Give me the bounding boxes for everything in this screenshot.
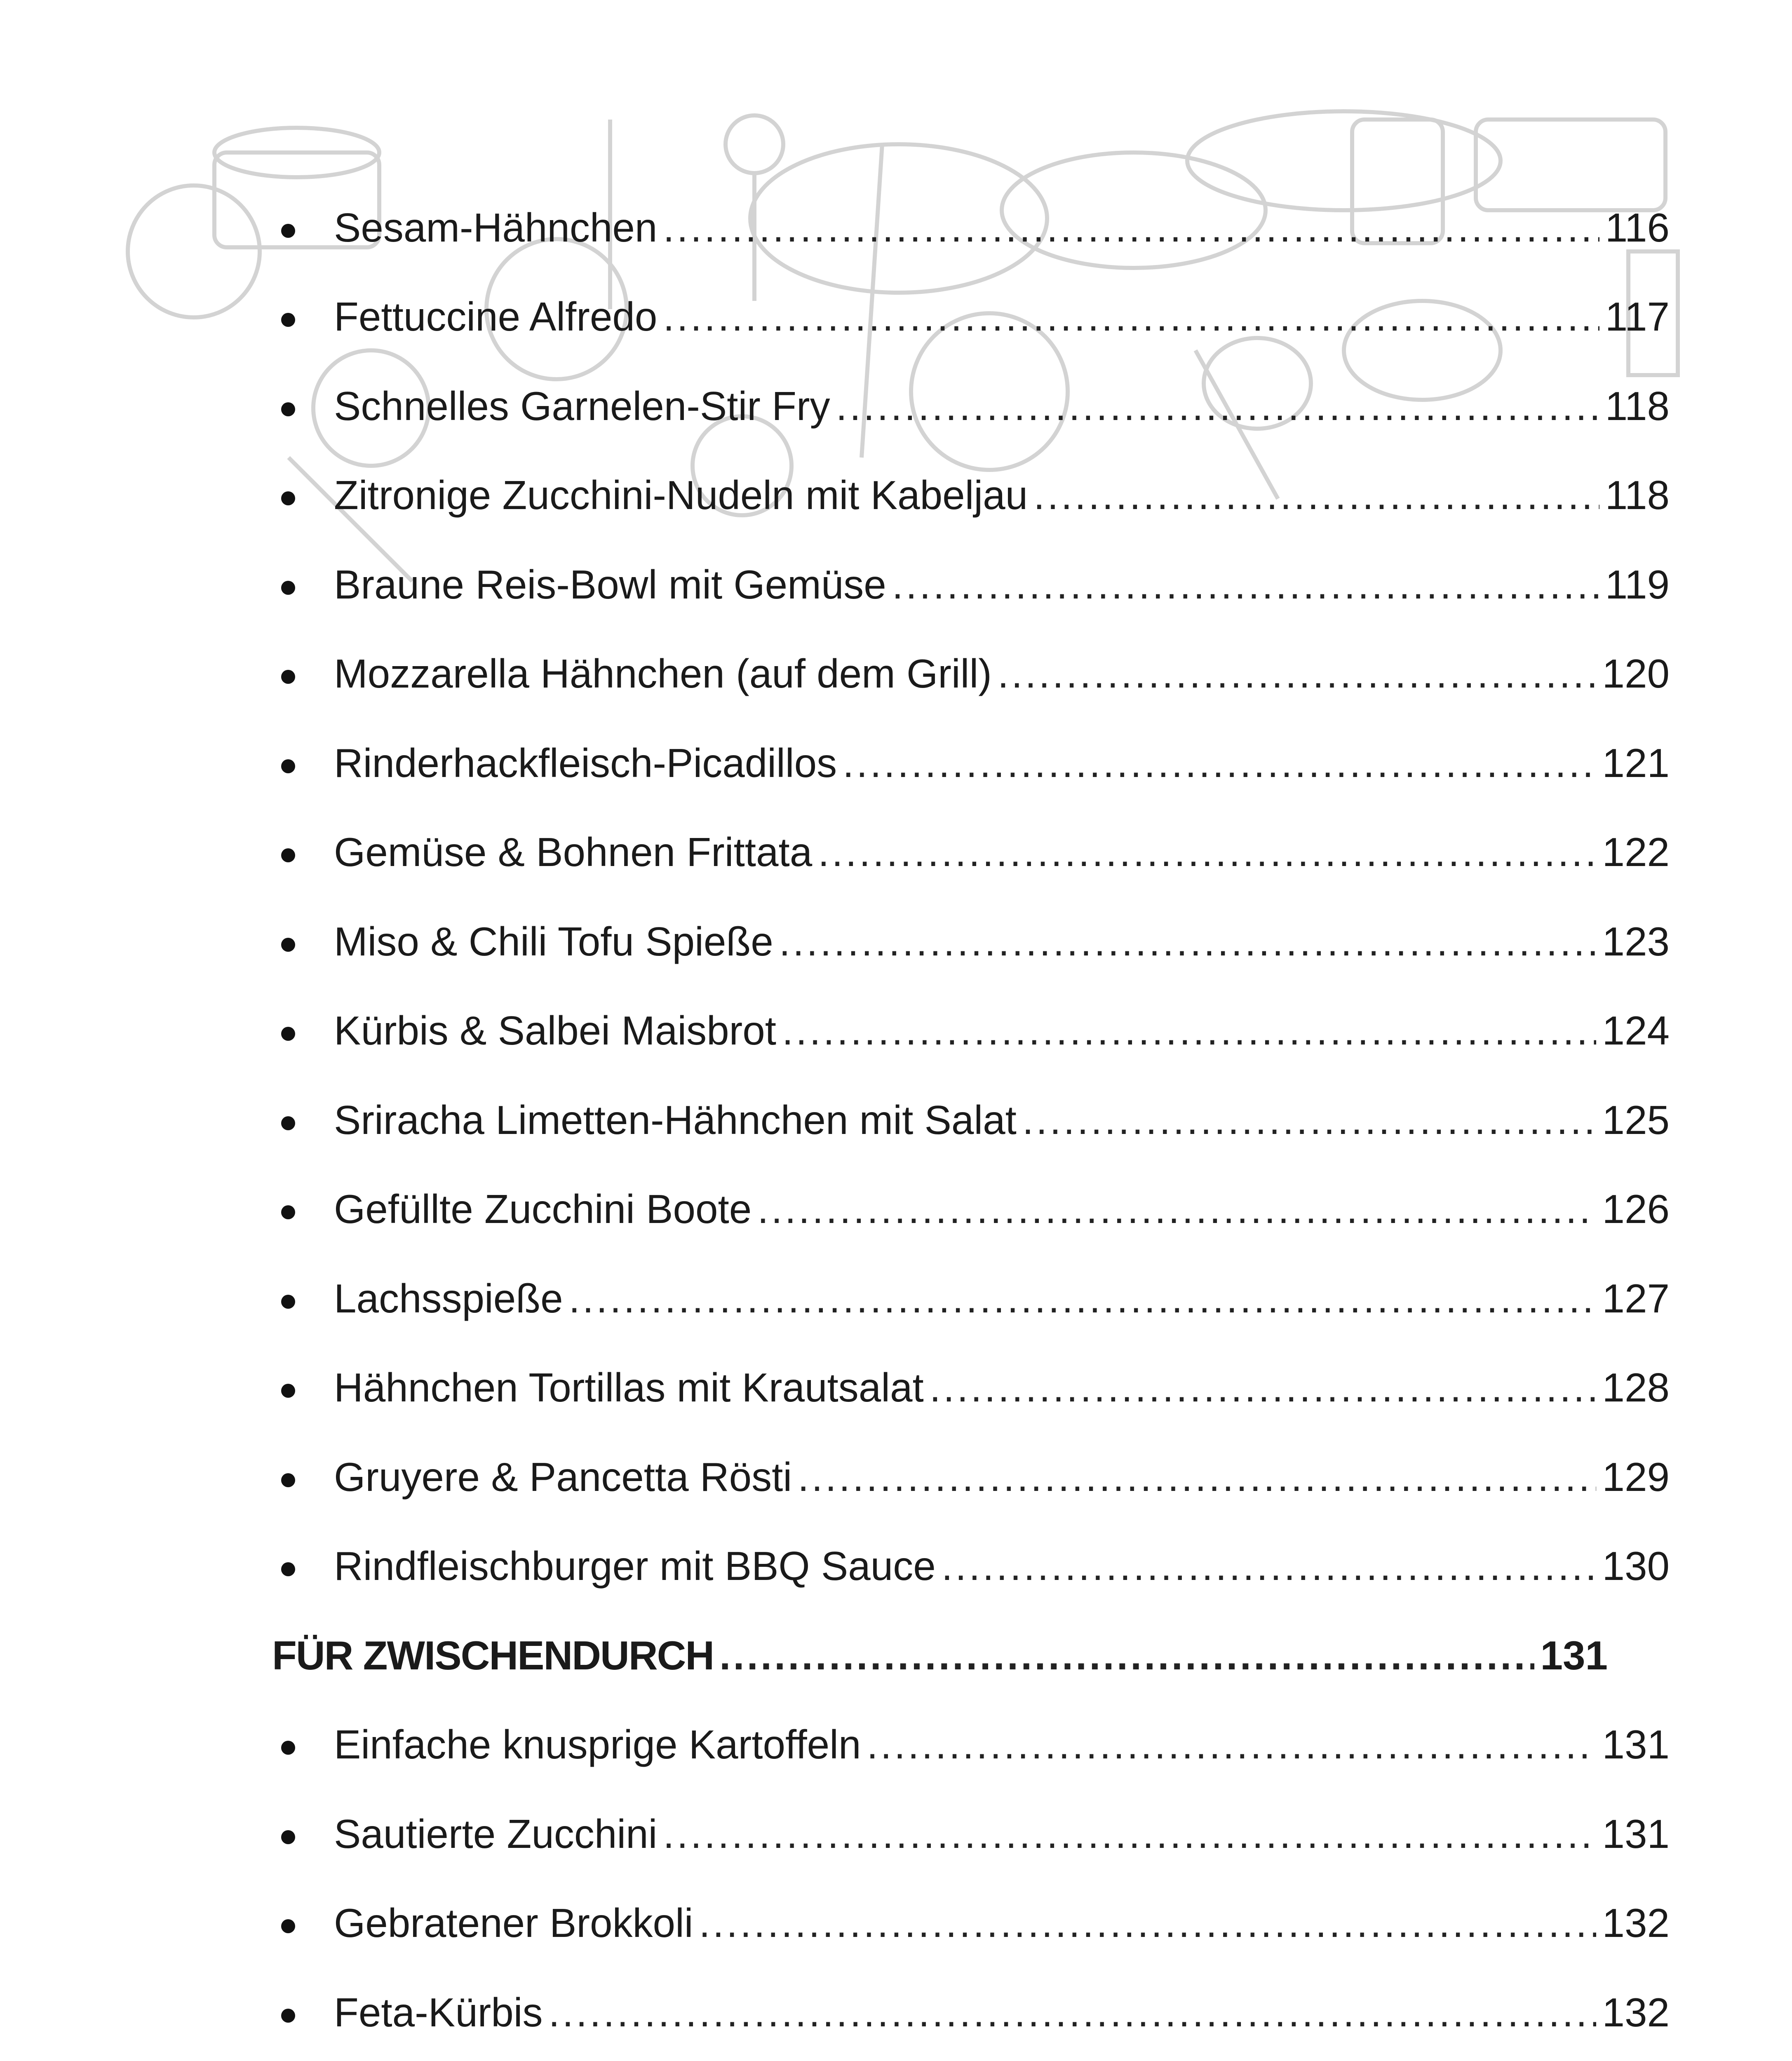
toc-entry[interactable] (272, 1682, 1670, 1772)
dot-leader (782, 1008, 1596, 1053)
dot-leader (930, 1365, 1597, 1410)
dot-leader (1022, 1097, 1597, 1143)
toc-title: Fettuccine Alfredo (334, 294, 658, 339)
toc-row (272, 1276, 1670, 1325)
toc-title: Miso & Chili Tofu Spieße (334, 918, 773, 964)
toc-title: Schnelles Garnelen-Stir Fry (334, 383, 830, 429)
toc-page-number: 123 (1602, 918, 1670, 964)
toc-entry[interactable] (272, 1057, 1670, 1147)
toc-page-number: 131 (1540, 1632, 1608, 1678)
toc-entry[interactable] (272, 1147, 1670, 1236)
bullet-icon (281, 491, 295, 505)
toc-row (272, 740, 1670, 790)
toc-page-number: 127 (1602, 1275, 1670, 1321)
toc-page-number: 116 (1605, 204, 1670, 250)
toc-title: Sautierte Zucchini (334, 1811, 658, 1857)
bullet-icon (281, 1830, 295, 1844)
toc-page-number: 129 (1602, 1454, 1670, 1500)
bullet-icon (281, 848, 295, 862)
toc-entry[interactable] (272, 254, 1670, 344)
toc-page-number: 118 (1605, 383, 1670, 429)
toc-row (272, 472, 1670, 522)
dot-leader (549, 1990, 1597, 2035)
toc-title: Lachsspieße (334, 1275, 563, 1321)
toc-page-number: 125 (1602, 1097, 1670, 1143)
bullet-icon (281, 2009, 295, 2023)
toc-page-number: 131 (1602, 1722, 1670, 1767)
toc-page-number: 126 (1602, 1186, 1670, 1232)
toc-entry[interactable] (272, 433, 1670, 522)
toc-title: Hähnchen Tortillas mit Krautsalat (334, 1365, 924, 1410)
toc-entry[interactable] (272, 879, 1670, 968)
toc-page-number: 120 (1602, 651, 1670, 696)
toc-row (272, 1097, 1670, 1147)
dot-leader (1033, 472, 1599, 518)
toc-row (272, 829, 1670, 879)
toc-title: Rinderhackfleisch-Picadillos (334, 740, 837, 786)
toc-page-number: 118 (1605, 472, 1670, 518)
bullet-icon (281, 402, 295, 416)
dot-leader (569, 1276, 1597, 1321)
toc-entry[interactable] (272, 968, 1670, 1058)
toc-title: Gruyere & Pancetta Rösti (334, 1454, 792, 1500)
toc-title: FÜR ZWISCHENDURCH (272, 1632, 714, 1678)
toc-row (272, 1990, 1670, 2039)
toc-entry[interactable] (272, 1861, 1670, 1950)
bullet-icon (281, 1741, 295, 1755)
bullet-icon (281, 1116, 295, 1130)
toc-row (272, 383, 1670, 433)
dot-leader (663, 1811, 1596, 1857)
dot-leader (998, 651, 1597, 696)
toc-row (272, 1365, 1670, 1414)
bullet-icon (281, 759, 295, 773)
dot-leader (663, 294, 1599, 339)
toc-page-number: 122 (1602, 829, 1670, 875)
toc-row (272, 1633, 1608, 1682)
toc-entry[interactable] (272, 1950, 1670, 2039)
dot-leader (719, 1633, 1534, 1678)
dot-leader (757, 1186, 1596, 1232)
bullet-icon (281, 313, 295, 327)
toc-entry[interactable] (272, 700, 1670, 790)
dot-leader (818, 829, 1596, 875)
toc-row (272, 1722, 1670, 1771)
toc-page-number: 117 (1605, 294, 1670, 339)
bullet-icon (281, 1295, 295, 1309)
toc-row (272, 919, 1670, 968)
dot-leader (867, 1722, 1596, 1767)
toc-entry[interactable] (272, 611, 1670, 701)
dot-leader (836, 383, 1599, 429)
bullet-icon (281, 938, 295, 952)
toc-page-number: 132 (1602, 1900, 1670, 1946)
toc-page-number: 121 (1602, 740, 1670, 786)
toc-title: Rindfleischburger mit BBQ Sauce (334, 1543, 936, 1589)
toc-entry[interactable] (272, 1414, 1670, 1504)
bullet-icon (281, 1919, 295, 1933)
toc-title: Einfache knusprige Kartoffeln (334, 1722, 861, 1767)
dot-leader (699, 1900, 1597, 1946)
toc-title: Mozzarella Hähnchen (auf dem Grill) (334, 651, 992, 696)
toc-page-number: 128 (1602, 1365, 1670, 1410)
bullet-icon (281, 581, 295, 595)
toc-title: Kürbis & Salbei Maisbrot (334, 1008, 777, 1053)
toc-title: Zitronige Zucchini-Nudeln mit Kabeljau (334, 472, 1028, 518)
toc-page-number: 132 (1602, 1989, 1670, 2035)
toc-row (272, 562, 1670, 611)
dot-leader (798, 1454, 1596, 1500)
toc-row (272, 1008, 1670, 1057)
toc-row (272, 1454, 1670, 1504)
toc-page-number: 130 (1602, 1543, 1670, 1589)
toc-title: Feta-Kürbis (334, 1989, 543, 2035)
toc-row (272, 1543, 1670, 1593)
toc-title: Braune Reis-Bowl mit Gemüse (334, 561, 886, 607)
bullet-icon (281, 1473, 295, 1487)
toc-row (272, 1811, 1670, 1861)
toc-entry[interactable] (272, 522, 1670, 611)
toc-entry[interactable] (272, 2039, 1608, 2061)
toc-row (272, 294, 1670, 343)
toc-page-number: 124 (1602, 1008, 1670, 1053)
dot-leader (892, 562, 1599, 607)
table-of-contents (272, 165, 1670, 2061)
toc-entry[interactable] (272, 165, 1670, 254)
toc-title: Gefüllte Zucchini Boote (334, 1186, 752, 1232)
bullet-icon (281, 1027, 295, 1041)
toc-entry[interactable] (272, 790, 1670, 879)
toc-page-number: 119 (1605, 561, 1670, 607)
dot-leader (942, 1543, 1597, 1589)
dot-leader (843, 740, 1596, 786)
dot-leader (663, 205, 1599, 250)
bullet-icon (281, 224, 295, 238)
toc-entry[interactable] (272, 343, 1670, 433)
toc-row (272, 1186, 1670, 1236)
bullet-icon (281, 1384, 295, 1398)
toc-title: Gemüse & Bohnen Frittata (334, 829, 813, 875)
toc-title: Sriracha Limetten-Hähnchen mit Salat (334, 1097, 1017, 1143)
toc-title: Gebratener Brokkoli (334, 1900, 693, 1946)
toc-entry[interactable] (272, 1325, 1670, 1415)
toc-row (272, 1900, 1670, 1950)
toc-page-number: 131 (1602, 1811, 1670, 1857)
bullet-icon (281, 670, 295, 684)
toc-entry[interactable] (272, 1236, 1670, 1325)
bullet-icon (281, 1562, 295, 1576)
toc-entry[interactable] (272, 1504, 1670, 1593)
toc-row (272, 205, 1670, 254)
toc-row (272, 651, 1670, 700)
toc-entry[interactable] (272, 1771, 1670, 1861)
toc-section-heading[interactable] (272, 1593, 1608, 1682)
toc-title: Sesam-Hähnchen (334, 204, 658, 250)
dot-leader (779, 919, 1597, 964)
bullet-icon (281, 1205, 295, 1219)
